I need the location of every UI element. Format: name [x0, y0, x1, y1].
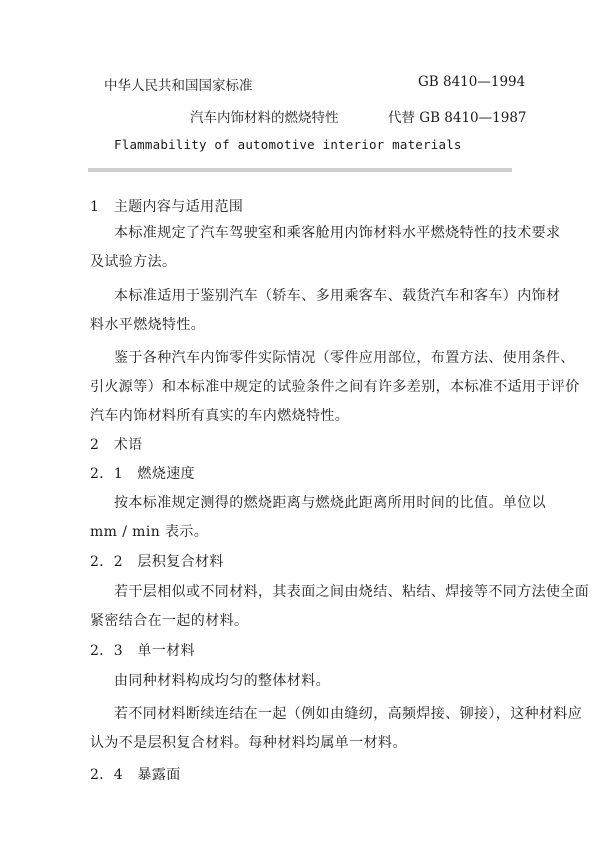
section-heading: 2 术语	[90, 437, 143, 453]
header-divider	[88, 168, 512, 172]
section-heading: 1 主题内容与适用范围	[90, 199, 244, 215]
paragraph-line: 紧密结合在一起的材料。	[90, 613, 249, 629]
paragraph-line: 本标准规定了汽车驾驶室和乘客舱用内饰材料水平燃烧特性的技术要求	[114, 225, 561, 241]
paragraph-line: 引火源等）和本标准中规定的试验条件之间有许多差别，本标准不适用于评价	[90, 379, 580, 395]
paragraph-line: 及试验方法。	[90, 254, 177, 270]
paragraph-line: 若不同材料断续连结在一起（例如由缝纫，高频焊接、铆接），这种材料应	[114, 706, 583, 722]
document-title: 汽车内饰材料的燃烧特性	[190, 110, 339, 126]
standard-number: GB 8410—1994	[418, 74, 526, 90]
paragraph-line: 汽车内饰材料所有真实的车内燃烧特性。	[90, 408, 350, 424]
paragraph-line: 认为不是层积复合材料。每种材料均属单一材料。	[90, 735, 407, 751]
paragraph-line: 料水平燃烧特性。	[90, 317, 206, 333]
paragraph-line: 本标准适用于鉴别汽车（轿车、多用乘客车、载货汽车和客车）内饰材	[114, 288, 561, 304]
english-title: Flammability of automotive interior materials	[114, 137, 462, 152]
subsection-heading: 2．2 层积复合材料	[90, 554, 224, 570]
paragraph-line: 由同种材料构成均匀的整体材料。	[114, 673, 330, 689]
paragraph-line: mm / min 表示。	[90, 524, 209, 540]
subsection-heading: 2．1 燃烧速度	[90, 466, 196, 482]
subsection-heading: 2．3 单一材料	[90, 643, 196, 659]
paragraph-line: 鉴于各种汽车内饰零件实际情况（零件应用部位，布置方法、使用条件、	[114, 350, 575, 366]
paragraph-line: 若干层相似或不同材料，其表面之间由烧结、粘结、焊接等不同方法使全面	[114, 584, 590, 600]
replaces-standard: 代替 GB 8410—1987	[388, 110, 527, 126]
subsection-heading: 2．4 暴露面	[90, 767, 181, 783]
paragraph-line: 按本标准规定测得的燃烧距离与燃烧此距离所用时间的比值。单位以	[114, 495, 546, 511]
standard-category: 中华人民共和国国家标准	[104, 78, 253, 94]
